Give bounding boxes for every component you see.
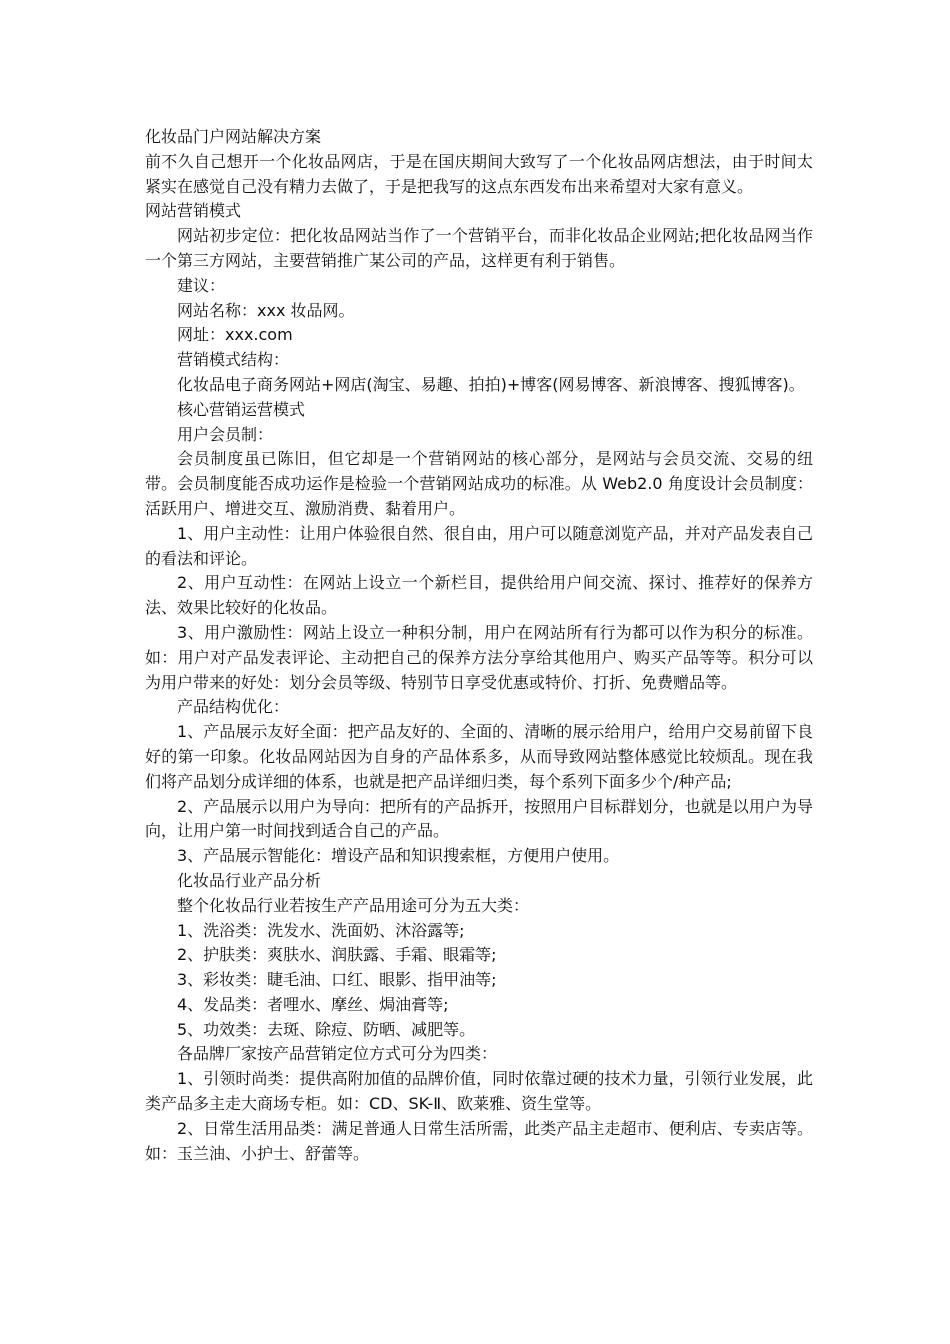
list-item: 1、引领时尚类：提供高附加值的品牌价值，同时依靠过硬的技术力量，引领行业发展，此类产品多主走大商场专柜。如：CD、SK-Ⅱ、欧莱雅、资生堂等。 (145, 1069, 813, 1114)
list-item: 1、用户主动性：让用户体验很自然、很自由，用户可以随意浏览产品，并对产品发表自己的看法和评论。 (145, 523, 813, 568)
list-item: 2、产品展示以用户为导向：把所有的产品拆开，按照用户目标群划分，也就是以用户为导向，让用户第一时间找到适合自己的产品。 (145, 796, 813, 841)
section-heading: 网站营销模式 (145, 201, 242, 221)
list-item: 1、洗浴类：洗发水、洗面奶、沐浴露等; (177, 920, 465, 940)
list-item: 3、彩妆类：睫毛油、口红、眼影、指甲油等; (177, 970, 497, 990)
body-paragraph: 整个化妆品行业若按生产产品用途可分为五大类： (177, 895, 530, 915)
body-paragraph: 网址：xxx.com (177, 325, 293, 345)
document-title: 化妆品门户网站解决方案 (145, 127, 322, 146)
body-paragraph: 各品牌厂家按产品营销定位方式可分为四类： (177, 1044, 498, 1064)
list-item: 3、用户激励性：网站上设立一种积分制，用户在网站所有行为都可以作为积分的标准。如：用户对产品发表评论、主动把自己的保养方法分享给其他用户、购买产品等等。积分可以为用户带来的好处：划分会员等级、特别节日享受优惠或特价、打折、免费赠品等。 (145, 622, 813, 692)
section-heading: 化妆品行业产品分析 (177, 870, 322, 890)
intro-paragraph: 前不久自己想开一个化妆品网店，于是在国庆期间大致写了一个化妆品网店想法，由于时间太紧实在感觉自己没有精力去做了，于是把我写的这点东西发布出来希望对大家有意义。 (145, 151, 813, 196)
body-paragraph: 化妆品电子商务网站+网店(淘宝、易趣、拍拍)+博客(网易博客、新浪博客、搜狐博客)。 (177, 374, 805, 394)
list-item: 4、发品类：者哩水、摩丝、焗油膏等; (177, 994, 449, 1014)
list-item: 5、功效类：去斑、除痘、防晒、减肥等。 (177, 1019, 476, 1039)
body-paragraph: 用户会员制： (177, 424, 274, 444)
body-paragraph: 网站初步定位：把化妆品网站当作了一个营销平台，而非化妆品企业网站;把化妆品网当作一个第三方网站，主要营销推广某公司的产品，这样更有利于销售。 (145, 226, 813, 270)
list-item: 3、产品展示智能化：增设产品和知识搜索框，方便用户使用。 (177, 846, 620, 866)
list-item: 2、用户互动性：在网站上设立一个新栏目，提供给用户间交流、探讨、推荐好的保养方法、效果比较好的化妆品。 (145, 573, 813, 618)
document-body (145, 125, 813, 1166)
section-heading: 核心营销运营模式 (177, 399, 306, 419)
body-paragraph: 会员制度虽已陈旧，但它却是一个营销网站的核心部分，是网站与会员交流、交易的纽带。会员制度能否成功运作是检验一个营销网站成功的标准。从 Web2.0 角度设计会员制度：活跃用户、增进交互、激励消费、黏着用户。 (145, 449, 813, 518)
body-paragraph: 网站名称：xxx 妆品网。 (177, 300, 355, 320)
body-paragraph: 建议： (177, 275, 226, 295)
body-paragraph: 产品结构优化： (177, 697, 290, 717)
list-item: 2、护肤类：爽肤水、润肤露、手霜、眼霜等; (177, 945, 497, 965)
body-paragraph: 营销模式结构： (177, 350, 290, 370)
list-item: 2、日常生活用品类：满足普通人日常生活所需，此类产品主走超市、便利店、专卖店等。如：玉兰油、小护士、舒蕾等。 (145, 1118, 813, 1163)
list-item: 1、产品展示友好全面：把产品友好的、全面的、清晰的展示给用户，给用户交易前留下良好的第一印象。化妆品网站因为自身的产品体系多，从而导致网站整体感觉比较烦乱。现在我们将产品划分成详细的体系，也就是把产品详细归类，每个系列下面多少个/种产品; (145, 722, 813, 791)
